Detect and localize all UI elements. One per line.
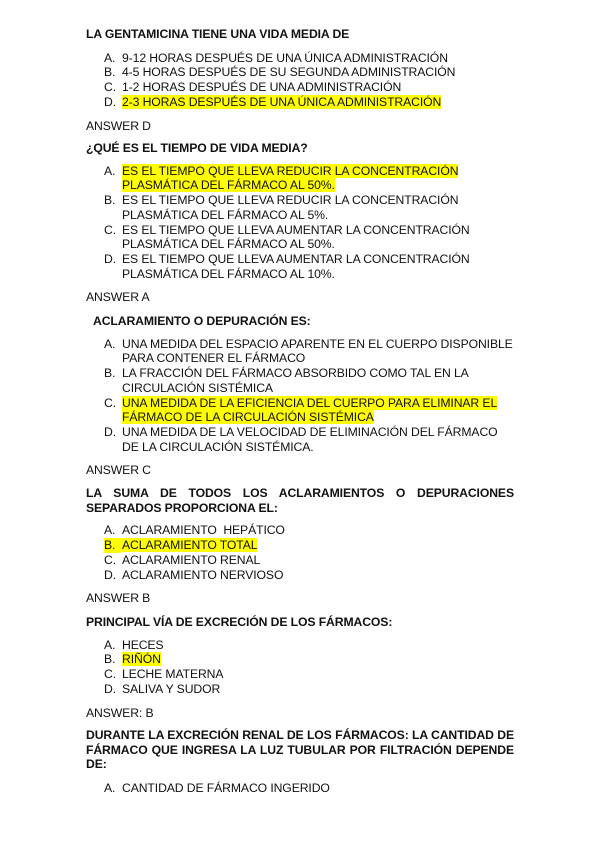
options-list (86, 638, 514, 697)
answer-label: ANSWER C (86, 463, 151, 478)
highlighted-answer: 2-3 HORAS DESPUÉS DE UNA ÚNICA ADMINISTRACIÓN (122, 94, 442, 109)
question-title: LA GENTAMICINA TIENE UNA VIDA MEDIA DE (86, 27, 350, 41)
option-c: C. ES EL TIEMPO QUE LLEVA AUMENTAR LA CONCENTRACIÓN PLASMÁTICA DEL FÁRMACO AL 50%. (104, 222, 470, 252)
highlighted-answer: ES EL TIEMPO QUE LLEVA REDUCIR LA CONCENTRACIÓN PLASMÁTICA DEL FÁRMACO AL 50%. (122, 163, 459, 193)
question-6 (86, 728, 514, 796)
option-a: A. UNA MEDIDA DEL ESPACIO APARENTE EN EL CUERPO DISPONIBLE PARA CONTENER EL FÁRMACO (104, 336, 513, 366)
option-b-correct: B. ACLARAMIENTO TOTAL (104, 538, 258, 553)
option-a: A. CANTIDAD DE FÁRMACO INGERIDO (104, 781, 330, 796)
option-d: D. SALIVA Y SUDOR (104, 681, 221, 696)
question-title: DURANTE LA EXCRECIÓN RENAL DE LOS FÁRMACOS: LA CANTIDAD DE FÁRMACO QUE INGRESA LA LUZ TUBULAR POR FILTRACIÓN DEPENDE DE: (86, 728, 514, 772)
options-list (86, 781, 514, 796)
answer-label: ANSWER D (86, 118, 151, 133)
question-title: PRINCIPAL VÍA DE EXCRECIÓN DE LOS FÁRMACOS: (86, 615, 393, 629)
option-d: D. ACLARAMIENTO NERVIOSO (104, 567, 284, 582)
option-a: A. 9-12 HORAS DESPUÉS DE UNA ÚNICA ADMINISTRACIÓN (104, 50, 448, 65)
options-list (86, 523, 514, 582)
option-b: B. 4-5 HORAS DESPUÉS DE SU SEGUNDA ADMINISTRACIÓN (104, 65, 456, 80)
question-2 (86, 141, 514, 305)
option-d: D. UNA MEDIDA DE LA VELOCIDAD DE ELIMINACIÓN DEL FÁRMACO DE LA CIRCULACIÓN SISTÉMICA. (104, 424, 498, 454)
highlighted-answer: RIÑÓN (122, 652, 161, 667)
option-a-correct: A. ES EL TIEMPO QUE LLEVA REDUCIR LA CONCENTRACIÓN PLASMÁTICA DEL FÁRMACO AL 50%. (104, 163, 459, 193)
option-c: C. 1-2 HORAS DESPUÉS DE UNA ADMINISTRACIÓN (104, 80, 402, 95)
question-5 (86, 615, 514, 720)
options-list (86, 164, 481, 282)
question-title: LA SUMA DE TODOS LOS ACLARAMIENTOS O DEPURACIONES SEPARADOS PROPORCIONA EL: (86, 486, 514, 515)
option-b: B. ES EL TIEMPO QUE LLEVA REDUCIR LA CONCENTRACIÓN PLASMÁTICA DEL FÁRMACO AL 5%. (104, 193, 459, 222)
question-title: ACLARAMIENTO O DEPURACIÓN ES: (93, 314, 311, 328)
question-title: ¿QUÉ ES EL TIEMPO DE VIDA MEDIA? (86, 141, 308, 155)
option-d-correct: D. 2-3 HORAS DESPUÉS DE UNA ÚNICA ADMINISTRACIÓN (104, 94, 442, 109)
answer-label: ANSWER A (86, 290, 150, 305)
answer-label: ANSWER B (86, 591, 151, 606)
options-list (86, 337, 514, 455)
answer-label: ANSWER: B (86, 705, 154, 720)
option-b: B. LA FRACCIÓN DEL FÁRMACO ABSORBIDO COMO TAL EN LA CIRCULACIÓN SISTÉMICA (104, 366, 469, 395)
option-c: C. LECHE MATERNA (104, 667, 224, 682)
question-4 (86, 486, 514, 606)
option-c: C. ACLARAMIENTO RENAL (104, 552, 261, 567)
question-3 (86, 314, 514, 478)
question-1 (86, 27, 514, 133)
options-list (86, 51, 514, 110)
option-a: A. ACLARAMIENTO HEPÁTICO (104, 523, 285, 538)
option-c-correct: C. UNA MEDIDA DE LA EFICIENCIA DEL CUERPO PARA ELIMINAR EL FÁRMACO DE LA CIRCULACIÓN SISTÉMICA (104, 395, 498, 425)
option-a: A. HECES (104, 637, 164, 652)
highlighted-answer: ACLARAMIENTO TOTAL (122, 538, 258, 553)
option-d: D. ES EL TIEMPO QUE LLEVA AUMENTAR LA CONCENTRACIÓN PLASMÁTICA DEL FÁRMACO AL 10%. (104, 251, 470, 281)
option-b-correct: B. RIÑÓN (104, 652, 161, 667)
highlighted-answer: UNA MEDIDA DE LA EFICIENCIA DEL CUERPO PARA ELIMINAR EL FÁRMACO DE LA CIRCULACIÓN SISTÉMICA (122, 395, 498, 425)
